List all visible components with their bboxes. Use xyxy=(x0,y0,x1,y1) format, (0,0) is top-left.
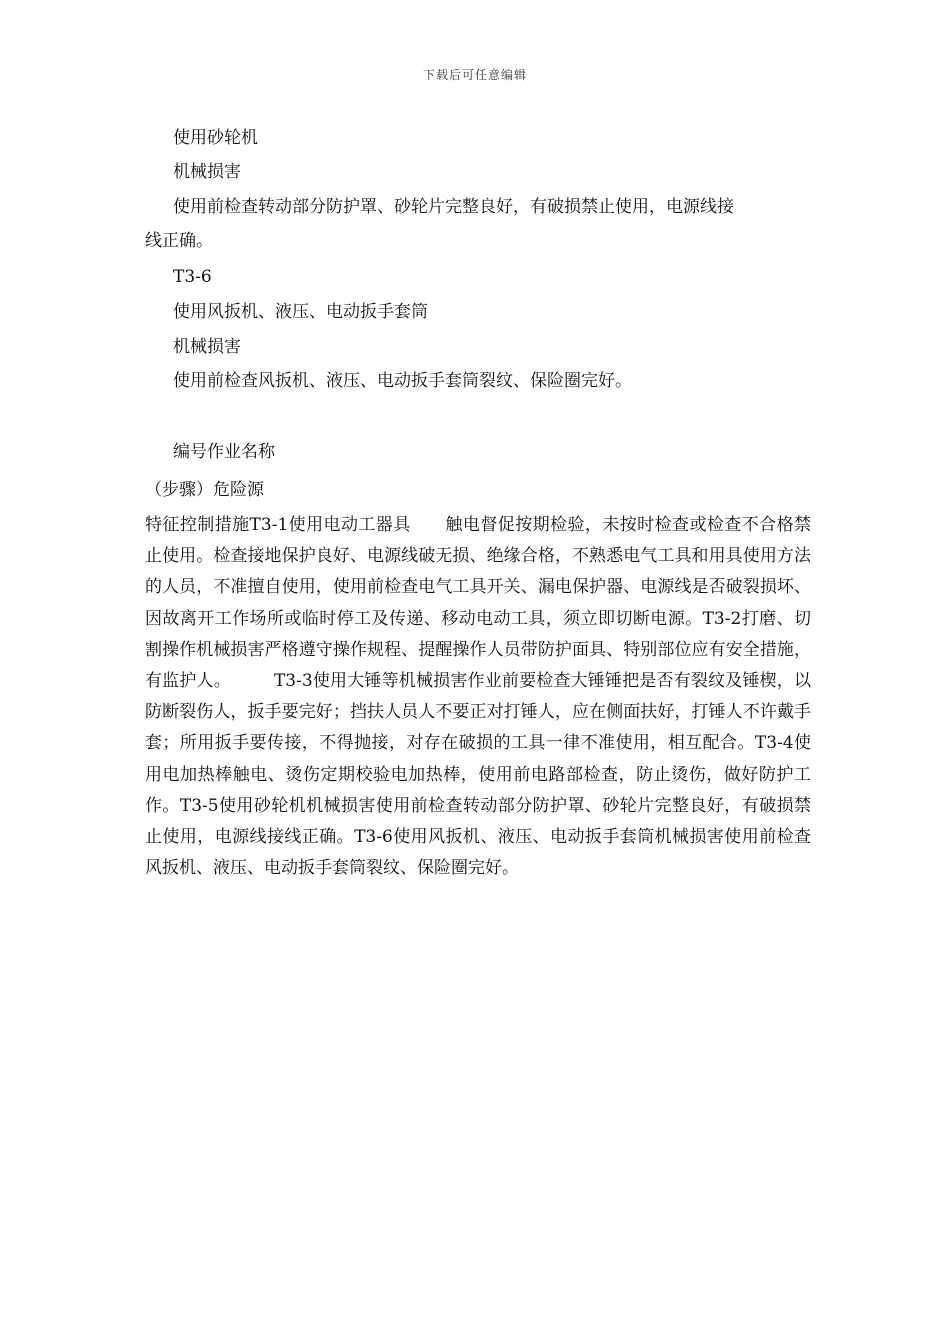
text-line: 机械损害 xyxy=(173,162,241,182)
body-paragraph: 特征控制措施T3-1使用电动工器具 触电督促按期检验，未按时检查或检查不合格禁止使用。检查接地保护良好、电源线破无损、绝缘合格，不熟悉电气工具和用具使用方法的人员，不准擅自使用，使用前检查电气工具开关、漏电保护器、电源线是否破裂损坏、因故离开工作场所或临时停工及传递、移动电动工具，须立即切断电源。T3-2打磨、切割操作机械损害严格遵守操作规程、提醒操作人员带防护面具、特别部位应有安全措施，有监护人。 T3-3使用大锤等机械损害作业前要检查大锤锤把是否有裂纹及锤楔，以防断裂伤人，扳手要完好；挡扶人员人不要正对打锤人，应在侧面扶好，打锤人不许戴手套；所用扳手要传接，不得抛接，对存在破损的工具一律不准使用，相互配合。T3-4使用电加热棒触电、烫伤定期校验电加热棒，使用前电路部检查，防止烫伤，做好防护工作。T3-5使用砂轮机机械损害使用前检查转动部分防护罩、砂轮片完整良好，有破损禁止使用，电源线接线正确。T3-6使用风扳机、液压、电动扳手套筒机械损害使用前检查风扳机、液压、电动扳手套筒裂纹、保险圈完好。 xyxy=(145,515,811,879)
text-line: 使用砂轮机 xyxy=(173,128,258,148)
text-line: 使用前检查转动部分防护罩、砂轮片完整良好，有破损禁止使用，电源线接 xyxy=(173,197,734,217)
text-line: 使用前检查风扳机、液压、电动扳手套筒裂纹、保险圈完好。 xyxy=(173,371,632,391)
text-line: （步骤）危险源 xyxy=(145,480,264,500)
text-line: T3-6 xyxy=(173,267,212,287)
text-line: 线正确。 xyxy=(145,231,213,251)
text-line: 机械损害 xyxy=(173,337,241,357)
text-line: 使用风扳机、液压、电动扳手套筒 xyxy=(173,302,428,322)
page-header: 下载后可任意编辑 xyxy=(422,68,527,82)
text-line: 编号作业名称 xyxy=(173,442,275,462)
